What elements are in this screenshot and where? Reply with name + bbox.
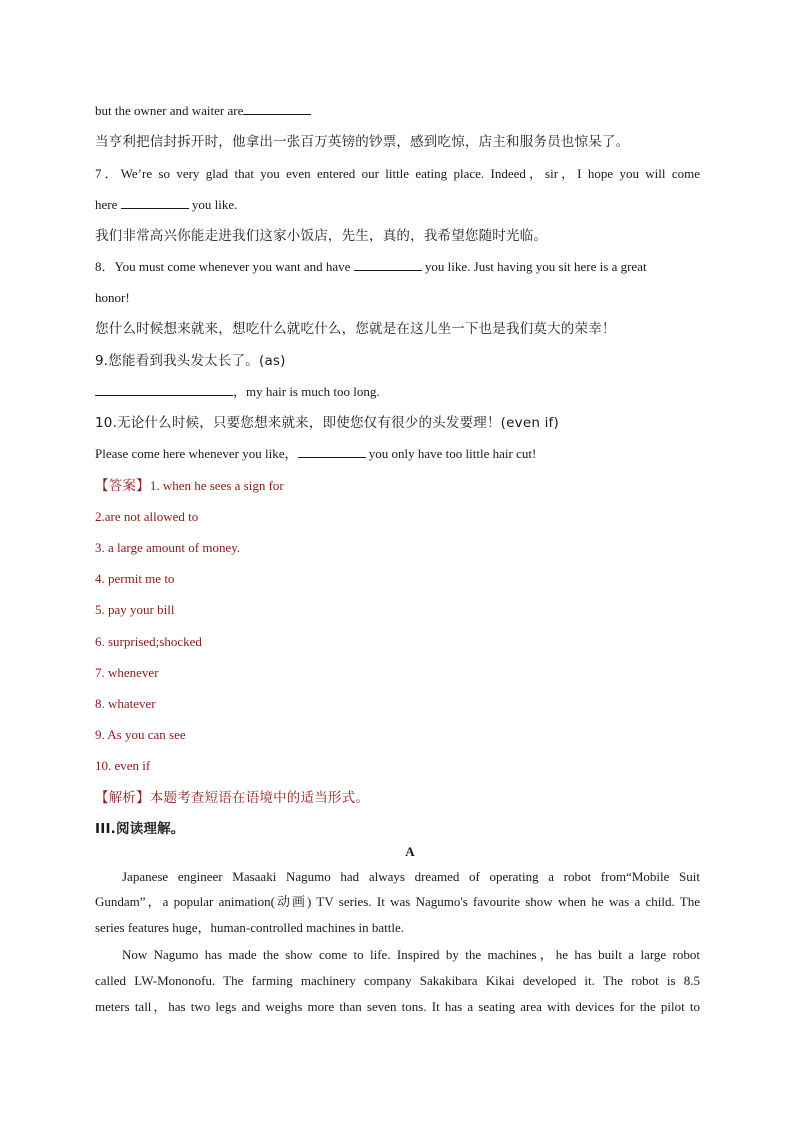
answer-item-5: 5. pay your bill bbox=[95, 602, 175, 617]
sentence-fragment: but the owner and waiter are bbox=[95, 103, 244, 118]
question-10-answer-line bbox=[95, 445, 700, 463]
passage-label: A bbox=[405, 844, 415, 859]
passage-line: Now Nagumo has made the show come to life. Inspired by the machines，he has built a large robot bbox=[122, 947, 700, 962]
answer-item-3: 3. a large amount of money. bbox=[95, 540, 241, 555]
answer-item-7: 7. whenever bbox=[95, 665, 159, 680]
translation-line: 我们非常高兴你能走进我们这家小饭店，先生，真的，我希望您随时光临。 bbox=[95, 228, 548, 244]
sentence-fragment: you like. Just having you sit here is a great bbox=[421, 259, 647, 274]
passage-line: called LW-Mononofu. The farming machinery company Sakakibara Kikai developed it. The robot is 8.5 bbox=[95, 973, 700, 988]
sentence-fragment: Please come here whenever you like， bbox=[95, 446, 298, 461]
analysis-line bbox=[95, 789, 700, 807]
answer-label: 【答案】 bbox=[95, 478, 150, 494]
passage-line: series features huge，human-controlled machines in battle. bbox=[95, 920, 405, 935]
answer-item-4: 4. permit me to bbox=[95, 571, 175, 586]
answer-item-10: 10. even if bbox=[95, 758, 151, 773]
section-title: III.阅读理解。 bbox=[95, 821, 185, 837]
answer-blank bbox=[95, 383, 233, 396]
question-9-answer-line bbox=[95, 383, 700, 401]
answer-item-8: 8. whatever bbox=[95, 696, 156, 711]
question-7-continued bbox=[95, 196, 700, 214]
question-8-continued: honor! bbox=[95, 290, 130, 305]
translation-line: 当亨利把信封拆开时，他拿出一张百万英镑的钞票，感到吃惊，店主和服务员也惊呆了。 bbox=[95, 134, 630, 150]
answer-item-1: 【答案】1. when he sees a sign for bbox=[95, 478, 284, 494]
answer-blank bbox=[243, 102, 311, 115]
passage-line: meters tall，has two legs and weighs more than seven tons. It has a seating area with devices for the pilot to bbox=[95, 999, 700, 1014]
passage-line: Japanese engineer Masaaki Nagumo had always dreamed of operating a robot from“Mobile Suit bbox=[122, 869, 700, 884]
analysis-label: 【解析】 bbox=[95, 790, 150, 806]
answer-blank bbox=[121, 196, 189, 209]
answer-blank bbox=[298, 445, 366, 458]
question-7-line: 7．We’re so very glad that you even entered our little eating place. Indeed，sir，I hope you will come bbox=[95, 166, 700, 181]
question-10-line: 10.无论什么时候，只要您想来就来，即使您仅有很少的头发要理！(even if) bbox=[95, 415, 559, 431]
analysis-text: 本题考查短语在语境中的适当形式。 bbox=[149, 790, 370, 806]
sentence-fragment: you like. bbox=[188, 197, 238, 212]
answer-blank bbox=[354, 258, 422, 271]
passage-line: Gundam”，a popular animation(动画) TV series. It was Nagumo's favourite show when he was a child. The bbox=[95, 894, 700, 909]
translation-line: 您什么时候想来就来，想吃什么就吃什么，您就是在这儿坐一下也是我们莫大的荣幸！ bbox=[95, 321, 616, 337]
sentence-fragment: 8．You must come whenever you want and have bbox=[95, 259, 351, 274]
answer-item-6: 6. surprised;shocked bbox=[95, 634, 202, 649]
sentence-fragment: ，my hair is much too long. bbox=[233, 384, 380, 399]
answer-item-9: 9. As you can see bbox=[95, 727, 186, 742]
answer-item-2: 2.are not allowed to bbox=[95, 509, 199, 524]
sentence-fragment: you only have too little hair cut! bbox=[365, 446, 537, 461]
question-8-line bbox=[95, 258, 700, 276]
sentence-fragment: here bbox=[95, 197, 118, 212]
question-9-line: 9.您能看到我头发太长了。(as) bbox=[95, 353, 286, 369]
line-owner-waiter bbox=[95, 102, 700, 120]
